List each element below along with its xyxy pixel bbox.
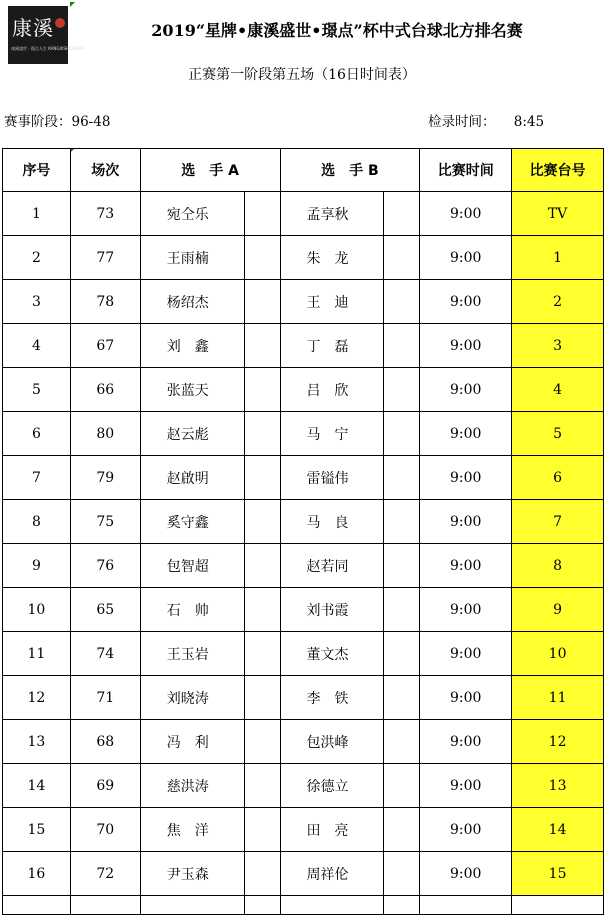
cell-player-a-blank (244, 632, 280, 676)
cell-match: 70 (70, 808, 140, 852)
header-match: 场次 (70, 149, 140, 192)
table-row (3, 236, 604, 280)
logo (8, 6, 85, 64)
cell-time: 9:00 (420, 192, 512, 236)
cell-player-b-blank (384, 236, 420, 280)
table-row (3, 500, 604, 544)
cell-player-a: 冯 利 (140, 720, 244, 764)
table-row (3, 808, 604, 852)
cell-time: 9:00 (420, 588, 512, 632)
table-row (3, 456, 604, 500)
logo-dot-icon (55, 18, 65, 28)
empty-cell (244, 896, 280, 915)
cell-table-number: 5 (512, 412, 604, 456)
cell-table-number: 10 (512, 632, 604, 676)
cell-player-b-blank (384, 808, 420, 852)
cell-player-b-blank (384, 368, 420, 412)
cell-player-a: 包智超 (140, 544, 244, 588)
cell-player-b: 吕 欣 (280, 368, 384, 412)
cell-time: 9:00 (420, 852, 512, 896)
cell-player-a: 刘晓涛 (140, 676, 244, 720)
cell-match: 74 (70, 632, 140, 676)
empty-cell (384, 896, 420, 915)
cell-no: 15 (3, 808, 71, 852)
cell-table-number: 7 (512, 500, 604, 544)
table-row (3, 764, 604, 808)
cell-player-b-blank (384, 852, 420, 896)
cell-table-number: 15 (512, 852, 604, 896)
cell-player-b-blank (384, 500, 420, 544)
cell-player-a-blank (244, 324, 280, 368)
cell-time: 9:00 (420, 280, 512, 324)
cell-time: 9:00 (420, 544, 512, 588)
cell-table-number: TV (512, 192, 604, 236)
cell-player-b: 董文杰 (280, 632, 384, 676)
cell-player-a-blank (244, 368, 280, 412)
cell-time: 9:00 (420, 236, 512, 280)
cell-no: 6 (3, 412, 71, 456)
cell-player-a-blank (244, 544, 280, 588)
cell-player-b: 周祥伦 (280, 852, 384, 896)
header-player-a: 选 手 A (140, 149, 280, 192)
cell-player-a: 张蓝天 (140, 368, 244, 412)
header-time: 比赛时间 (420, 149, 512, 192)
header-no: 序号 (3, 149, 71, 192)
cell-table-number: 8 (512, 544, 604, 588)
cell-match: 65 (70, 588, 140, 632)
cell-player-b-blank (384, 676, 420, 720)
cell-player-a: 石 帅 (140, 588, 244, 632)
cell-player-b: 孟享秋 (280, 192, 384, 236)
cell-match: 77 (70, 236, 140, 280)
cell-table-number: 4 (512, 368, 604, 412)
cell-player-a-blank (244, 808, 280, 852)
cell-player-b-blank (384, 456, 420, 500)
cell-table-number: 13 (512, 764, 604, 808)
cell-player-b: 朱 龙 (280, 236, 384, 280)
cell-match: 75 (70, 500, 140, 544)
cell-player-b-blank (384, 720, 420, 764)
cell-no: 3 (3, 280, 71, 324)
cell-time: 9:00 (420, 412, 512, 456)
cell-time: 9:00 (420, 368, 512, 412)
cell-match: 69 (70, 764, 140, 808)
cell-player-a-blank (244, 764, 280, 808)
cell-player-b-blank (384, 280, 420, 324)
cell-no: 1 (3, 192, 71, 236)
schedule-table (2, 148, 604, 915)
cell-player-b-blank (384, 544, 420, 588)
cell-player-a-blank (244, 236, 280, 280)
table-row (3, 368, 604, 412)
cell-no: 9 (3, 544, 71, 588)
cell-player-b: 刘书霞 (280, 588, 384, 632)
cell-table-number: 14 (512, 808, 604, 852)
empty-cell (420, 896, 512, 915)
table-header-row (3, 149, 604, 192)
cell-table-number: 12 (512, 720, 604, 764)
cell-match: 80 (70, 412, 140, 456)
cell-player-a-blank (244, 192, 280, 236)
cell-no: 11 (3, 632, 71, 676)
cell-match: 79 (70, 456, 140, 500)
cell-no: 2 (3, 236, 71, 280)
checkin-info (428, 110, 544, 130)
cell-player-a-blank (244, 852, 280, 896)
cell-time: 9:00 (420, 500, 512, 544)
table-row (3, 588, 604, 632)
cell-match: 66 (70, 368, 140, 412)
cell-player-b: 王 迪 (280, 280, 384, 324)
cell-player-b: 李 铁 (280, 676, 384, 720)
page-subtitle: 正赛第一阶段第五场（16日时间表） (188, 67, 416, 83)
cell-player-a: 赵云彪 (140, 412, 244, 456)
page-title: 2019“星牌•康溪盛世•璟点”杯中式台球北方排名赛 (151, 21, 523, 40)
cell-player-b: 赵若同 (280, 544, 384, 588)
cell-match: 73 (70, 192, 140, 236)
cell-match: 68 (70, 720, 140, 764)
empty-cell (280, 896, 384, 915)
empty-cell (70, 896, 140, 915)
table-empty-row (3, 896, 604, 915)
cell-table-number: 6 (512, 456, 604, 500)
cell-player-b: 包洪峰 (280, 720, 384, 764)
cell-player-b-blank (384, 412, 420, 456)
cell-player-a-blank (244, 588, 280, 632)
cell-player-a: 尹玉森 (140, 852, 244, 896)
cell-player-b: 雷镒伟 (280, 456, 384, 500)
header-player-b: 选 手 B (280, 149, 420, 192)
table-row (3, 192, 604, 236)
cell-time: 9:00 (420, 324, 512, 368)
cell-player-a: 王玉岩 (140, 632, 244, 676)
cell-player-a: 奚守鑫 (140, 500, 244, 544)
checkin-label: 检录时间： (428, 114, 496, 130)
table-row (3, 280, 604, 324)
cell-player-b: 马 宁 (280, 412, 384, 456)
cell-time: 9:00 (420, 764, 512, 808)
cell-no: 12 (3, 676, 71, 720)
cell-player-a: 宛仝乐 (140, 192, 244, 236)
cell-no: 13 (3, 720, 71, 764)
cell-no: 14 (3, 764, 71, 808)
table-row (3, 852, 604, 896)
table-row (3, 324, 604, 368)
cell-player-b: 田 亮 (280, 808, 384, 852)
cell-player-a-blank (244, 720, 280, 764)
cell-time: 9:00 (420, 720, 512, 764)
cell-table-number: 1 (512, 236, 604, 280)
cell-player-b-blank (384, 764, 420, 808)
header-table: 比赛台号 (512, 149, 604, 192)
cell-no: 7 (3, 456, 71, 500)
empty-cell (140, 896, 244, 915)
cell-player-a-blank (244, 280, 280, 324)
cell-player-a: 焦 洋 (140, 808, 244, 852)
stage-label: 赛事阶段：96-48 (4, 114, 111, 130)
cell-player-a: 刘 鑫 (140, 324, 244, 368)
cell-table-number: 11 (512, 676, 604, 720)
cell-player-a-blank (244, 412, 280, 456)
cell-no: 4 (3, 324, 71, 368)
cell-player-a: 赵啟明 (140, 456, 244, 500)
cell-player-a: 慈洪涛 (140, 764, 244, 808)
cell-player-b-blank (384, 632, 420, 676)
cell-player-a-blank (244, 456, 280, 500)
cell-match: 78 (70, 280, 140, 324)
cell-player-b: 徐德立 (280, 764, 384, 808)
table-row (3, 676, 604, 720)
cell-table-number: 9 (512, 588, 604, 632)
cell-player-b-blank (384, 588, 420, 632)
cell-player-a: 王雨楠 (140, 236, 244, 280)
cell-player-b: 马 良 (280, 500, 384, 544)
cell-player-b-blank (384, 324, 420, 368)
table-row (3, 632, 604, 676)
cell-player-a-blank (244, 676, 280, 720)
cell-match: 67 (70, 324, 140, 368)
logo-text: 康溪 (12, 16, 54, 40)
cell-time: 9:00 (420, 676, 512, 720)
cell-player-b: 丁 磊 (280, 324, 384, 368)
cell-player-a: 杨绍杰 (140, 280, 244, 324)
checkin-time: 8:45 (513, 114, 545, 130)
cell-table-number: 2 (512, 280, 604, 324)
cell-marker-icon (70, 2, 75, 7)
table-row (3, 412, 604, 456)
cell-time: 9:00 (420, 632, 512, 676)
cell-match: 72 (70, 852, 140, 896)
cell-match: 76 (70, 544, 140, 588)
cell-match: 71 (70, 676, 140, 720)
cell-time: 9:00 (420, 808, 512, 852)
empty-cell (512, 896, 604, 915)
cell-no: 5 (3, 368, 71, 412)
cell-no: 10 (3, 588, 71, 632)
table-row (3, 544, 604, 588)
cell-player-a-blank (244, 500, 280, 544)
cell-no: 8 (3, 500, 71, 544)
cell-no: 16 (3, 852, 71, 896)
table-row (3, 720, 604, 764)
empty-cell (3, 896, 71, 915)
logo-subtext: 康溪盛世 · 璟点人生 KANGXISHENGSHI (11, 46, 85, 51)
cell-table-number: 3 (512, 324, 604, 368)
cell-player-b-blank (384, 192, 420, 236)
cell-time: 9:00 (420, 456, 512, 500)
